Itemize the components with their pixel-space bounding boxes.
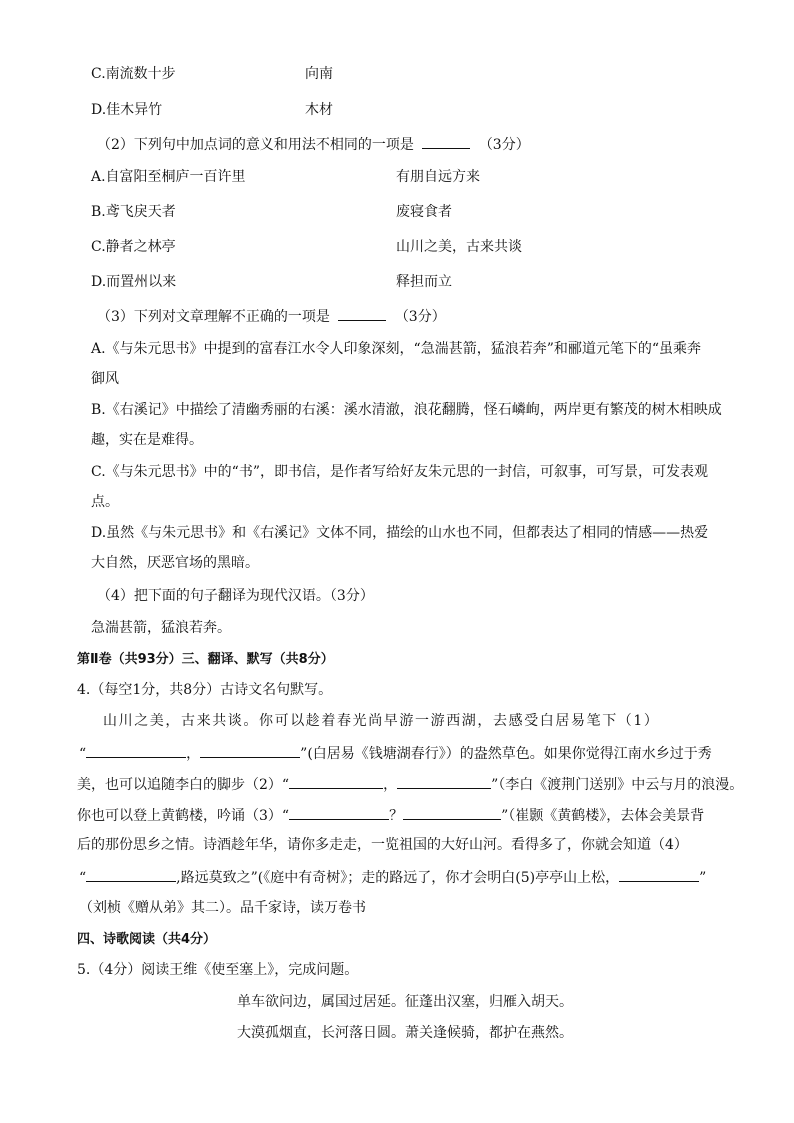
- q4-line3-text: 美，也可以追随李白的脚步（2）“: [77, 777, 290, 793]
- sub2-option-a: [91, 167, 731, 187]
- q4-paragraph-line3: [77, 773, 744, 795]
- sub-question-3-text: （3）下列对文章理解不正确的一项是: [97, 309, 330, 325]
- option-right: 废寝食者: [396, 204, 452, 220]
- q4-line3-text-end: ”（李白《渡荆门送别》中云与月的浪漫。: [491, 777, 744, 793]
- fill-blank-2a[interactable]: [289, 773, 383, 789]
- section-heading-part4: 四、诗歌阅读（共4分）: [77, 932, 217, 947]
- sub3-option-c-line1: C.《与朱元思书》中的“书”，即书信，是作者写给好友朱元思的一封信，可叙事，可写景，可发表观: [91, 464, 708, 480]
- q4-line6-text: ,路远莫致之”(《庭中有奇树》；走的路远了，你才会明白(5)亭亭山上松，: [176, 870, 620, 886]
- punctuation: ？: [389, 808, 404, 824]
- sub3-option-c-line2: 点。: [91, 494, 119, 510]
- q4-paragraph-line6: [79, 866, 719, 888]
- question-5-stem: 5.（4分）阅读王维《使至塞上》，完成问题。: [77, 962, 359, 978]
- option-d-row: [91, 100, 731, 120]
- sub-question-4: （4）把下面的句子翻译为现代汉语。（3分）: [97, 588, 374, 604]
- score-label: （3分）: [478, 137, 530, 153]
- answer-blank[interactable]: [422, 133, 470, 149]
- punctuation: ，: [186, 746, 201, 762]
- option-d-left: D.佳木异竹: [91, 102, 163, 118]
- q4-line4-text: 你也可以登上黄鹤楼，吟诵（3）“: [77, 808, 290, 824]
- option-left: B.鸢飞戾天者: [91, 204, 176, 220]
- q4-line4-text-end: ”（崔颢《黄鹤楼》，去体会美景背: [501, 808, 705, 824]
- option-left: D.而置州以来: [91, 274, 177, 290]
- option-c-left: C.南流数十步: [91, 66, 176, 82]
- q4-paragraph-line4: [77, 804, 717, 826]
- translation-sentence: 急湍甚箭，猛浪若奔。: [91, 620, 231, 636]
- sub-question-2-text: （2）下列句中加点词的意义和用法不相同的一项是: [97, 137, 414, 153]
- sub-question-2: [97, 133, 737, 155]
- option-right: 山川之美，古来共谈: [396, 239, 522, 255]
- option-left: C.静者之林亭: [91, 239, 176, 255]
- answer-blank[interactable]: [338, 305, 386, 321]
- quote-mark: “: [79, 746, 87, 762]
- poem-line-1: 单车欲问边，属国过居延。征蓬出汉塞，归雁入胡天。: [237, 994, 573, 1010]
- fill-blank-1b[interactable]: [200, 742, 300, 758]
- q4-paragraph-line5: 后的那份思乡之情。诗酒趁年华，请你多走走，一览祖国的大好山河。看得多了，你就会知道（4）: [77, 837, 688, 853]
- fill-blank-4[interactable]: [86, 866, 176, 882]
- q4-line2-text: ”(白居易《钱塘湖春行》）的盎然草色。如果你觉得江南水乡过于秀: [300, 746, 712, 762]
- sub3-option-a-line2: 御风: [91, 371, 119, 387]
- q4-paragraph-line7: （刘桢《赠从弟》其二）。品千家诗，读万卷书: [79, 900, 366, 916]
- sub-question-3: [97, 305, 737, 327]
- option-d-right: 木材: [305, 102, 333, 118]
- fill-blank-5[interactable]: [619, 866, 699, 882]
- quote-mark: ”: [699, 870, 707, 886]
- sub2-option-d: [91, 272, 731, 292]
- option-right: 释担而立: [396, 274, 452, 290]
- sub2-option-c: [91, 237, 731, 257]
- poem-line-2: 大漠孤烟直，长河落日圆。萧关逢候骑，都护在燕然。: [237, 1025, 573, 1041]
- sub3-option-a-line1: A.《与朱元思书》中提到的富春江水令人印象深刻，“急湍甚箭，猛浪若奔”和郦道元笔下的“虽乘奔: [91, 341, 702, 357]
- sub3-option-d-line1: D.虽然《与朱元思书》和《右溪记》文体不同，描绘的山水也不同，但都表达了相同的情感——热爱: [91, 525, 709, 541]
- section-heading-part2: 第Ⅱ卷（共93分）三、翻译、默写（共8分）: [77, 652, 334, 667]
- q4-paragraph-line2: [79, 742, 719, 764]
- option-c-row: [91, 64, 731, 84]
- sub3-option-d-line2: 大自然，厌恶官场的黑暗。: [91, 555, 259, 571]
- option-left: A.自富阳至桐庐一百许里: [91, 169, 246, 185]
- punctuation: ，: [383, 777, 398, 793]
- fill-blank-3a[interactable]: [289, 804, 389, 820]
- fill-blank-1a[interactable]: [86, 742, 186, 758]
- sub2-option-b: [91, 202, 731, 222]
- fill-blank-2b[interactable]: [397, 773, 491, 789]
- option-c-right: 向南: [305, 66, 333, 82]
- score-label: （3分）: [394, 309, 446, 325]
- sub3-option-b-line1: B.《右溪记》中描绘了清幽秀丽的右溪：溪水清澈，浪花翻腾，怪石嶙峋，两岸更有繁茂的树木相映成: [91, 402, 722, 418]
- sub3-option-b-line2: 趣，实在是难得。: [91, 432, 203, 448]
- option-right: 有朋自远方来: [396, 169, 480, 185]
- fill-blank-3b[interactable]: [403, 804, 501, 820]
- quote-mark: “: [79, 870, 87, 886]
- q4-paragraph-line1: 山川之美，古来共谈。你可以趁着春光尚早游一游西湖，去感受白居易笔下（1）: [103, 713, 660, 729]
- question-4-stem: 4.（每空1分，共8分）古诗文名句默写。: [77, 682, 333, 698]
